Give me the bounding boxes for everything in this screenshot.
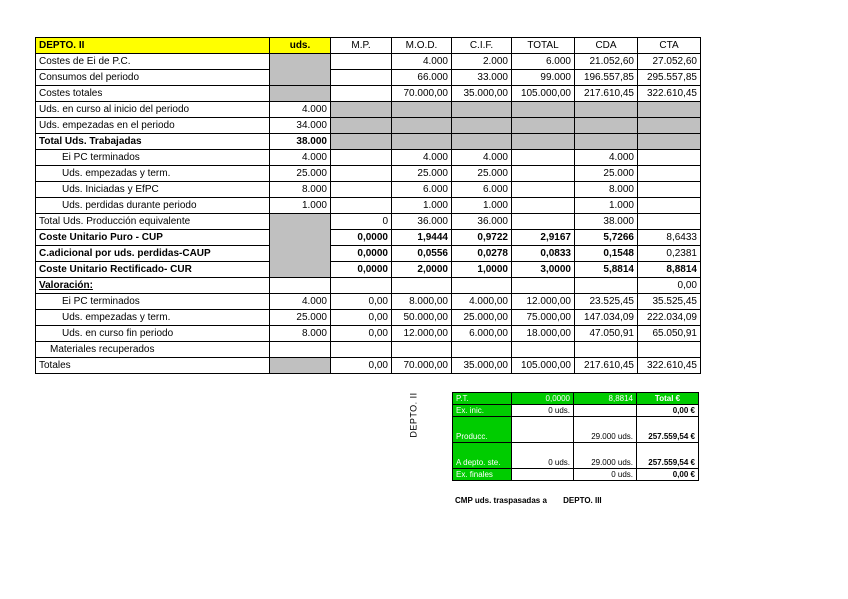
cell: 0 uds. bbox=[574, 469, 637, 481]
cell: 4.000 bbox=[270, 150, 331, 166]
row-label: Totales bbox=[36, 358, 270, 374]
cell: 0,00 bbox=[331, 310, 392, 326]
cell: 25.000,00 bbox=[452, 310, 512, 326]
cell: 4.000,00 bbox=[452, 294, 512, 310]
table-row bbox=[36, 134, 701, 150]
cell bbox=[638, 342, 701, 358]
cell: 70.000,00 bbox=[392, 86, 452, 102]
cell: 34.000 bbox=[270, 118, 331, 134]
cell bbox=[331, 70, 392, 86]
row-label: Uds. empezadas y term. bbox=[36, 310, 270, 326]
cell bbox=[512, 150, 575, 166]
cell: 3,0000 bbox=[512, 262, 575, 278]
cell: 8.000 bbox=[270, 182, 331, 198]
cell bbox=[270, 86, 331, 102]
table-row bbox=[36, 294, 701, 310]
cell: 1.000 bbox=[270, 198, 331, 214]
cell: 6.000 bbox=[392, 182, 452, 198]
table-row bbox=[36, 54, 701, 70]
cell: 2.000 bbox=[452, 54, 512, 70]
cell: 18.000,00 bbox=[512, 326, 575, 342]
cell bbox=[270, 54, 331, 86]
cell bbox=[512, 342, 575, 358]
cell bbox=[638, 198, 701, 214]
cell: 29.000 uds. bbox=[574, 417, 637, 443]
cell: 12.000,00 bbox=[512, 294, 575, 310]
transfer-dest: DEPTO. III bbox=[563, 496, 602, 505]
cell: 0,0000 bbox=[331, 262, 392, 278]
cell: 8,8814 bbox=[638, 262, 701, 278]
cell: 295.557,85 bbox=[638, 70, 701, 86]
transfer-note bbox=[455, 496, 616, 505]
cell: 4.000 bbox=[392, 54, 452, 70]
cell: 0,00 bbox=[331, 294, 392, 310]
table-row bbox=[36, 166, 701, 182]
cell bbox=[452, 342, 512, 358]
totals-row bbox=[36, 358, 701, 374]
row-label: Coste Unitario Puro - CUP bbox=[36, 230, 270, 246]
mod-header: M.O.D. bbox=[392, 38, 452, 54]
cell: 1,9444 bbox=[392, 230, 452, 246]
cell bbox=[512, 469, 574, 481]
cell: 50.000,00 bbox=[392, 310, 452, 326]
table-row bbox=[36, 198, 701, 214]
row-label: Uds. empezadas en el periodo bbox=[36, 118, 270, 134]
cell: 0,0556 bbox=[392, 246, 452, 262]
cell: 8.000 bbox=[575, 182, 638, 198]
cell bbox=[575, 342, 638, 358]
cell bbox=[638, 166, 701, 182]
cell: 8,8814 bbox=[574, 393, 637, 405]
cell bbox=[452, 278, 512, 294]
cell bbox=[331, 86, 392, 102]
cell: 0,1548 bbox=[575, 246, 638, 262]
cell: 0,00 € bbox=[637, 469, 699, 481]
table-row bbox=[36, 150, 701, 166]
cell: 8.000 bbox=[270, 326, 331, 342]
cell: 257.559,54 € bbox=[637, 443, 699, 469]
cell: 217.610,45 bbox=[575, 358, 638, 374]
cif-header: C.I.F. bbox=[452, 38, 512, 54]
cell bbox=[512, 214, 575, 230]
cell: 105.000,00 bbox=[512, 358, 575, 374]
cell bbox=[331, 278, 392, 294]
row-label: Uds. en curso fin periodo bbox=[36, 326, 270, 342]
cell: 6.000 bbox=[452, 182, 512, 198]
cell: 4.000 bbox=[452, 150, 512, 166]
cell: 0,0833 bbox=[512, 246, 575, 262]
cell: 196.557,85 bbox=[575, 70, 638, 86]
cell: 47.050,91 bbox=[575, 326, 638, 342]
cell bbox=[331, 342, 392, 358]
table-row bbox=[36, 70, 701, 86]
cell: 147.034,09 bbox=[575, 310, 638, 326]
row-label: C.adicional por uds. perdidas-CAUP bbox=[36, 246, 270, 262]
cell: 2,9167 bbox=[512, 230, 575, 246]
cell: 21.052,60 bbox=[575, 54, 638, 70]
row-label: Costes totales bbox=[36, 86, 270, 102]
cell bbox=[331, 150, 392, 166]
cell: 1.000 bbox=[575, 198, 638, 214]
cost-table bbox=[35, 37, 701, 374]
cell: 25.000 bbox=[452, 166, 512, 182]
total-header: TOTAL bbox=[512, 38, 575, 54]
row-label: Uds. Iniciadas y EfPC bbox=[36, 182, 270, 198]
cell: 66.000 bbox=[392, 70, 452, 86]
cell: 75.000,00 bbox=[512, 310, 575, 326]
cell bbox=[392, 342, 452, 358]
cell: 35.525,45 bbox=[638, 294, 701, 310]
table-row bbox=[36, 214, 701, 230]
cell bbox=[331, 166, 392, 182]
cell: 217.610,45 bbox=[575, 86, 638, 102]
cell: 0,00 bbox=[331, 358, 392, 374]
transfer-label: CMP uds. traspasadas a bbox=[455, 496, 547, 505]
cell: 36.000 bbox=[452, 214, 512, 230]
cell bbox=[331, 182, 392, 198]
cell: 25.000 bbox=[392, 166, 452, 182]
cell: 5,7266 bbox=[575, 230, 638, 246]
table-row bbox=[36, 310, 701, 326]
row-label: Valoración: bbox=[36, 278, 270, 294]
cell: 1.000 bbox=[452, 198, 512, 214]
uds-header: uds. bbox=[270, 38, 331, 54]
row-label: Total Uds. Trabajadas bbox=[36, 134, 270, 150]
row-label: Total Uds. Producción equivalente bbox=[36, 214, 270, 230]
row-label: Costes de Ei de P.C. bbox=[36, 54, 270, 70]
cell: 35.000,00 bbox=[452, 358, 512, 374]
cell: 29.000 uds. bbox=[574, 443, 637, 469]
summary-row bbox=[453, 443, 699, 469]
row-label: Uds. en curso al inicio del periodo bbox=[36, 102, 270, 118]
table-row bbox=[36, 102, 701, 118]
cell bbox=[512, 182, 575, 198]
cell: 322.610,45 bbox=[638, 86, 701, 102]
table-row bbox=[36, 118, 701, 134]
cell: 1,0000 bbox=[452, 262, 512, 278]
table-row bbox=[36, 278, 701, 294]
cell: Producc. bbox=[453, 417, 512, 443]
cell: 6.000,00 bbox=[452, 326, 512, 342]
cell: 5,8814 bbox=[575, 262, 638, 278]
row-label: Ei PC terminados bbox=[36, 294, 270, 310]
cell: 4.000 bbox=[270, 102, 331, 118]
table-row bbox=[36, 182, 701, 198]
cell: 33.000 bbox=[452, 70, 512, 86]
cell bbox=[512, 166, 575, 182]
cell bbox=[638, 182, 701, 198]
mp-header: M.P. bbox=[331, 38, 392, 54]
row-label: Uds. perdidas durante periodo bbox=[36, 198, 270, 214]
cell: 23.525,45 bbox=[575, 294, 638, 310]
cell: 0,00 bbox=[331, 326, 392, 342]
cell: 8,6433 bbox=[638, 230, 701, 246]
cell: P.T. bbox=[453, 393, 512, 405]
cell: 322.610,45 bbox=[638, 358, 701, 374]
cell bbox=[270, 342, 331, 358]
cell: 25.000 bbox=[575, 166, 638, 182]
cell: 0 uds. bbox=[512, 443, 574, 469]
row-label: Consumos del periodo bbox=[36, 70, 270, 86]
cell: 0,00 bbox=[638, 278, 701, 294]
cell bbox=[638, 214, 701, 230]
cell: A depto. ste. bbox=[453, 443, 512, 469]
cell bbox=[638, 150, 701, 166]
row-label: Coste Unitario Rectificado- CUR bbox=[36, 262, 270, 278]
cell: 99.000 bbox=[512, 70, 575, 86]
cell: 0,0000 bbox=[331, 246, 392, 262]
cell bbox=[270, 214, 331, 278]
header-row bbox=[36, 38, 701, 54]
cell: 222.034,09 bbox=[638, 310, 701, 326]
cell bbox=[270, 358, 331, 374]
cell bbox=[574, 405, 637, 417]
cell: 0,9722 bbox=[452, 230, 512, 246]
summary-row bbox=[453, 417, 699, 443]
cell: Total € bbox=[637, 393, 699, 405]
cell: 0 bbox=[331, 214, 392, 230]
cell bbox=[392, 278, 452, 294]
cell: 0,00 € bbox=[637, 405, 699, 417]
cell: 1.000 bbox=[392, 198, 452, 214]
cell: 25.000 bbox=[270, 310, 331, 326]
cell bbox=[270, 278, 331, 294]
cell: 36.000 bbox=[392, 214, 452, 230]
cta-header: CTA bbox=[638, 38, 701, 54]
cell: 70.000,00 bbox=[392, 358, 452, 374]
cell: 12.000,00 bbox=[392, 326, 452, 342]
cell: 105.000,00 bbox=[512, 86, 575, 102]
side-label-text: DEPTO. II bbox=[408, 392, 419, 438]
cell: 38.000 bbox=[270, 134, 331, 150]
side-label bbox=[401, 392, 431, 442]
table-row bbox=[36, 326, 701, 342]
cell: Ex. finales bbox=[453, 469, 512, 481]
table-row bbox=[36, 342, 701, 358]
table-row bbox=[36, 262, 701, 278]
cell bbox=[512, 198, 575, 214]
table-row bbox=[36, 230, 701, 246]
cell bbox=[512, 417, 574, 443]
cell: 6.000 bbox=[512, 54, 575, 70]
summary-row bbox=[453, 469, 699, 481]
row-label: Uds. empezadas y term. bbox=[36, 166, 270, 182]
cell: 0,0000 bbox=[512, 393, 574, 405]
summary-table bbox=[452, 392, 699, 481]
cell: 4.000 bbox=[575, 150, 638, 166]
dept-header: DEPTO. II bbox=[36, 38, 270, 54]
cell: 4.000 bbox=[270, 294, 331, 310]
cell bbox=[512, 278, 575, 294]
cell: 65.050,91 bbox=[638, 326, 701, 342]
cell: 27.052,60 bbox=[638, 54, 701, 70]
cell: 4.000 bbox=[392, 150, 452, 166]
cell bbox=[331, 198, 392, 214]
row-label: Ei PC terminados bbox=[36, 150, 270, 166]
cell: 8.000,00 bbox=[392, 294, 452, 310]
cell bbox=[331, 54, 392, 70]
cell: 35.000,00 bbox=[452, 86, 512, 102]
row-label: Materiales recuperados bbox=[36, 342, 270, 358]
cell: 0,0000 bbox=[331, 230, 392, 246]
cda-header: CDA bbox=[575, 38, 638, 54]
summary-row bbox=[453, 405, 699, 417]
cell: Ex. inic. bbox=[453, 405, 512, 417]
cell: 257.559,54 € bbox=[637, 417, 699, 443]
cell: 0,2381 bbox=[638, 246, 701, 262]
cell: 0,0278 bbox=[452, 246, 512, 262]
cell bbox=[575, 278, 638, 294]
cell: 38.000 bbox=[575, 214, 638, 230]
table-row bbox=[36, 86, 701, 102]
cell: 0 uds. bbox=[512, 405, 574, 417]
cell: 2,0000 bbox=[392, 262, 452, 278]
summary-header bbox=[453, 393, 699, 405]
cell: 25.000 bbox=[270, 166, 331, 182]
table-row bbox=[36, 246, 701, 262]
